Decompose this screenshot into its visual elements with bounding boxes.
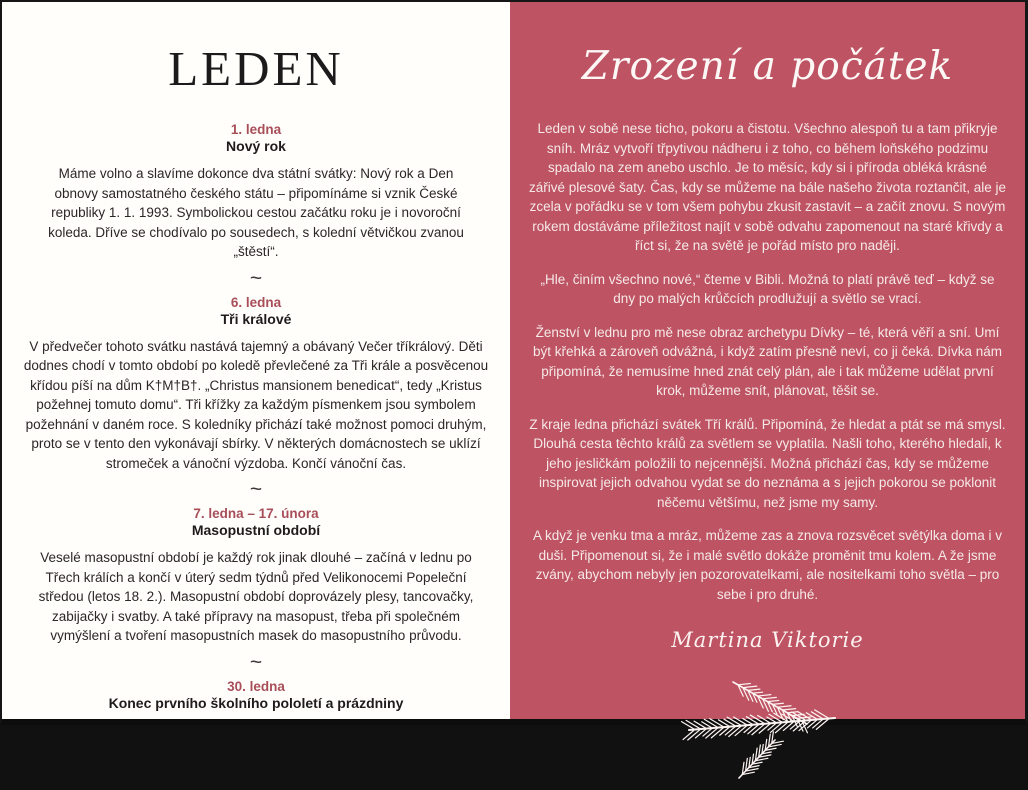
tilde-separator: ~: [249, 650, 263, 674]
pine-branch-icon: [675, 678, 860, 790]
calendar-section: [2, 294, 510, 474]
left-page: [2, 2, 510, 719]
section-body: Veselé masopustní období je každý rok jinak dlouhé – začíná v lednu po Třech králích a končí v úterý sedm týdnů před Velikonocemi Popeleční středou (letos 18. 2.). Masopustní období doprovázely plesy, tancovačky, zabijačky i svatby. A také přípravy na masopust, třeba při společném vymýšlení a tvoření masopustních masek do masopustního průvodu.: [38, 550, 474, 643]
essay-paragraph: Leden v sobě nese ticho, pokoru a čistotu. Všechno alespoň tu a tam přikryje sníh. Mráz vytvoří třpytivou nádheru i z toho, co během loňského podzimu spadalo na zem anebo uschlo. Je to měsíc, kdy si i příroda obléká krásné zářivé plesové šaty. Čas, kdy se můžeme na bále našeho života roztančit, ale je zcela v pořádku se v tom všem pohybu zkusit zastavit – a začít znovu. S novým rokem dostáváme příležitost najít v sobě odvahu zapomenout na staré křivdy a říct si, že na světě je pořád místo pro naději.: [529, 121, 1006, 253]
essay-paragraph: Z kraje ledna přichází svátek Tří králů. Připomíná, že hledat a ptát se má smysl. Dlouhá cesta těchto králů za světlem se vyplatila. Našli toho, kterého hledali, k jeho jesličkám položili to nejcennější. Možná přichází čas, kdy se můžeme inspirovat jejich odvahou vydat se do neznáma a s jejich pokorou se poklonit něčemu většímu, než jsme my samy.: [529, 416, 1006, 510]
section-heading: Konec prvního školního pololetí a prázdniny: [108, 694, 404, 711]
month-title: LEDEN: [168, 41, 344, 96]
section-date: 30. ledna: [227, 678, 285, 694]
essay-paragraph: „Hle, činím všechno nové,“ čteme v Bibli. Možná to platí právě teď – když se dny po malých krůčcích prodlužují a světlo se vrací.: [540, 271, 995, 306]
section-heading: Masopustní období: [191, 522, 321, 538]
section-date: 7. ledna – 17. února: [193, 506, 319, 521]
section-date: 6. ledna: [230, 294, 282, 310]
calendar-section: [2, 121, 510, 262]
section-heading: Nový rok: [226, 138, 286, 154]
essay-paragraph: A když je venku tma a mráz, můžeme zas a znova rozsvěcet světýlka doma i v duši. Připomenout si, že i malé světlo dokáže proměnit tmu kolem. A že jsme zvány, abychom nebyly jen pozorovatelkami, ale nositelkami toho světla – pro sebe i pro druhé.: [533, 528, 1002, 602]
author-signature: Martina Viktorie: [671, 628, 864, 652]
essay-paragraph: Ženství v lednu pro mě nese obraz archetypu Dívky – té, která věří a sní. Umí být křehká a zároveň odvážná, i když zatím přesně neví, co ji čeká. Dívka nám připomíná, že nemusíme hned znát celý plán, ale i tak můžeme udělat první krok, můžeme snít, plánovat, těšit se.: [533, 324, 1002, 398]
pine-branch-illustration: [510, 678, 1025, 790]
section-date: 1. ledna: [230, 122, 282, 137]
chapter-script-title: Zrození a počátek: [581, 44, 954, 89]
calendar-section: [2, 678, 510, 712]
tilde-separator: ~: [249, 478, 263, 501]
section-heading: Tři králové: [220, 310, 292, 327]
right-page: [510, 2, 1025, 719]
tilde-separator: ~: [249, 266, 263, 290]
calendar-section: [2, 505, 510, 646]
section-body: Máme volno a slavíme dokonce dva státní svátky: Nový rok a Den obnovy samostatného českého státu – připomínáme si vznik České republiky 1. 1. 1993. Symbolickou cestou začátku roku je i novoroční koleda. Dříve se chodívalo po sousedech, s kolední větvičkou zvanou „štěstí“.: [48, 166, 464, 259]
section-body: V předvečer tohoto svátku nastává tajemný a obávaný Večer tříkrálový. Děti dodnes chodí v tomto období po koledě převlečené za Tři krále a posvěcenou křídou píší na dům K†M†B†. „Christus mansionem benedicat“, tedy „Kristus požehnej tomuto domu“. Tři křížky za každým písmenkem jsou symbolem požehnání v daném roce. S koledníky přichází také možnost pomoci druhým, proto se v tento den vykonávají sbírky. V některých domácnostech se uklízí stromeček a vánoční výzdoba. Končí vánoční čas.: [23, 338, 489, 471]
